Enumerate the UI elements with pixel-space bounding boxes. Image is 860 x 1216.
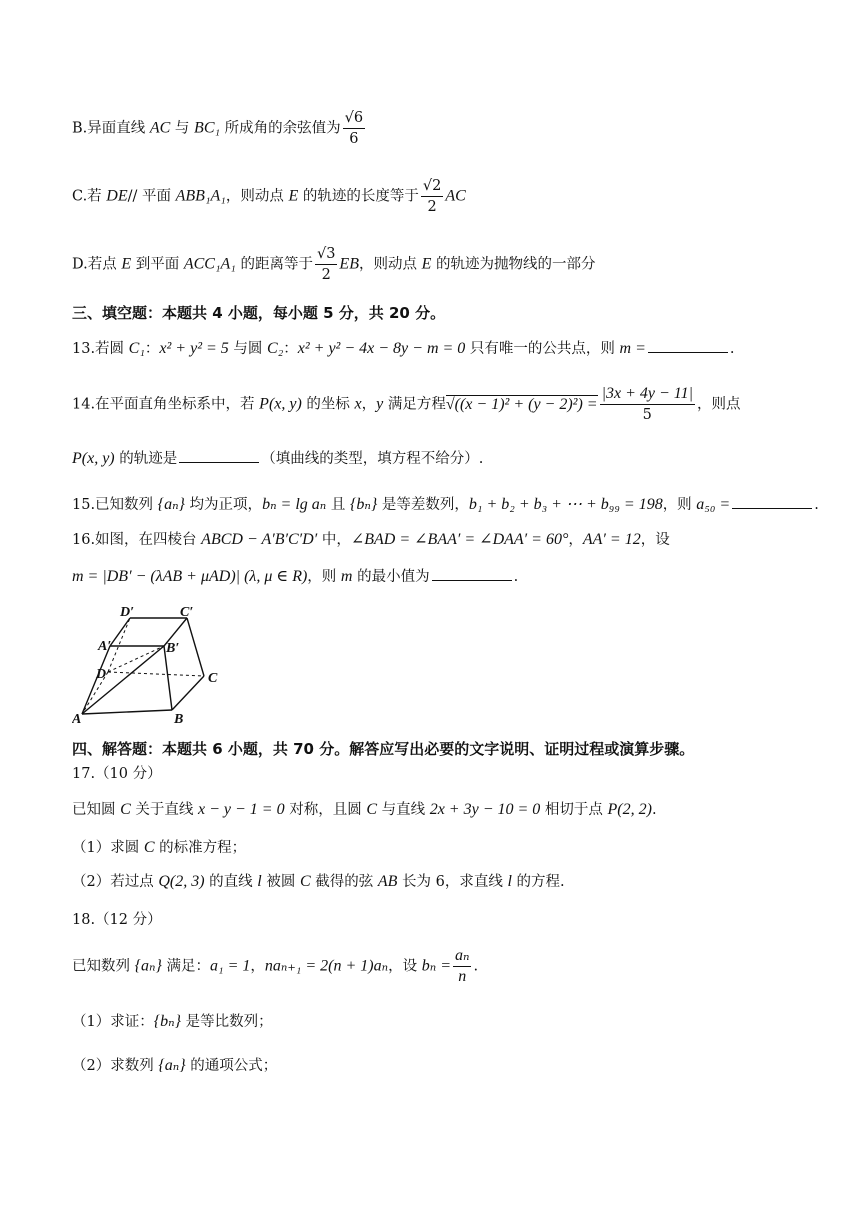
label-a-prime: A′ (98, 639, 112, 654)
question-14: 14.在平面直角坐标系中，若 P(x, y) 的坐标 x，y 满足方程√((x − 1)² + (y − 2)²) = $\frac{|3x + 4y - 11|}{5}$ ，则点 (72, 385, 741, 423)
option-c: C.若 DE// 平面 ABB₁A₁，则动点 E 的轨迹的长度等于 $\frac{√2}{2}$ AC (72, 178, 466, 215)
question-17-part-2: （2）若过点 Q(2, 3) 的直线 l 被圆 C 截得的弦 AB 长为 6，求直线 l 的方程. (72, 873, 565, 890)
question-18: 已知数列 {aₙ} 满足：a₁ = 1，naₙ₊₁ = 2(n + 1)aₙ，设 bₙ = $\frac{\text{aₙ}}{n}$ . (72, 947, 479, 985)
section-heading-fill-in: 三、填空题：本题共 4 小题，每小题 5 分，共 20 分。 (72, 304, 446, 322)
question-18-head: 18.（12 分） (72, 912, 162, 928)
label-c-prime: C′ (180, 605, 194, 620)
question-13: 13.若圆 C₁：x² + y² = 5 与圆 C₂：x² + y² − 4x − 8y − m = 0 只有唯一的公共点，则 m = . (72, 340, 735, 357)
answer-blank[interactable] (648, 338, 728, 353)
frustum-figure (72, 604, 232, 724)
question-17-part-1: （1）求圆 C 的标准方程； (72, 839, 247, 856)
answer-blank[interactable] (179, 448, 259, 463)
question-16: 16.如图，在四棱台 ABCD − A′B′C′D′ 中，∠BAD = ∠BAA′ = ∠DAA′ = 60°，AA′ = 12，设 (72, 531, 670, 548)
question-17-head: 17.（10 分） (72, 766, 162, 782)
answer-blank[interactable] (432, 566, 512, 581)
label-a: A (72, 712, 82, 724)
fraction: $\frac{√2}{2}$ (422, 178, 442, 215)
option-b: B.异面直线 AC 与 BC₁ 所成角的余弦值为 $\frac{√6}{6}$ (72, 110, 364, 147)
label-c: C (208, 671, 218, 686)
fraction: $\frac{\text{aₙ}}{n}$ (454, 947, 470, 985)
option-d: D.若点 E 到平面 ACC₁A₁ 的距离等于 $\frac{√3}{2}$ EB，则动点 E 的轨迹为抛物线的一部分 (72, 246, 596, 283)
label-b-prime: B′ (166, 641, 180, 656)
question-18-part-1: （1）求证：{bₙ} 是等比数列； (72, 1013, 273, 1030)
fraction: $\frac{√6}{6}$ (344, 110, 364, 147)
label-d-prime: D′ (120, 605, 135, 620)
question-14-line-2: P(x, y) 的轨迹是 （填曲线的类型，填方程不给分）. (72, 450, 484, 467)
fraction: $\frac{|3x + 4y - 11|}{5}$ (601, 385, 693, 423)
section-heading-solutions: 四、解答题：本题共 6 小题，共 70 分。解答应写出必要的文字说明、证明过程或演算步骤。 (72, 740, 695, 758)
question-18-part-2: （2）求数列 {aₙ} 的通项公式； (72, 1057, 278, 1074)
question-17: 已知圆 C 关于直线 x − y − 1 = 0 对称，且圆 C 与直线 2x + 3y − 10 = 0 相切于点 P(2, 2). (72, 801, 657, 818)
question-16-line-2: m = |DB′ − (λAB + μAD)| (λ, μ ∈ R)，则 m 的最小值为 . (72, 568, 519, 585)
label-b: B (174, 712, 184, 724)
fraction: $\frac{√3}{2}$ (316, 246, 336, 283)
question-15: 15.已知数列 {aₙ} 均为正项，bₙ = lg aₙ 且 {bₙ} 是等差数列，b₁ + b₂ + b₃ + ⋯ + b₉₉ = 198，则 a₅₀ = . (72, 496, 819, 513)
answer-blank[interactable] (732, 494, 812, 509)
label-d: D (96, 667, 107, 682)
